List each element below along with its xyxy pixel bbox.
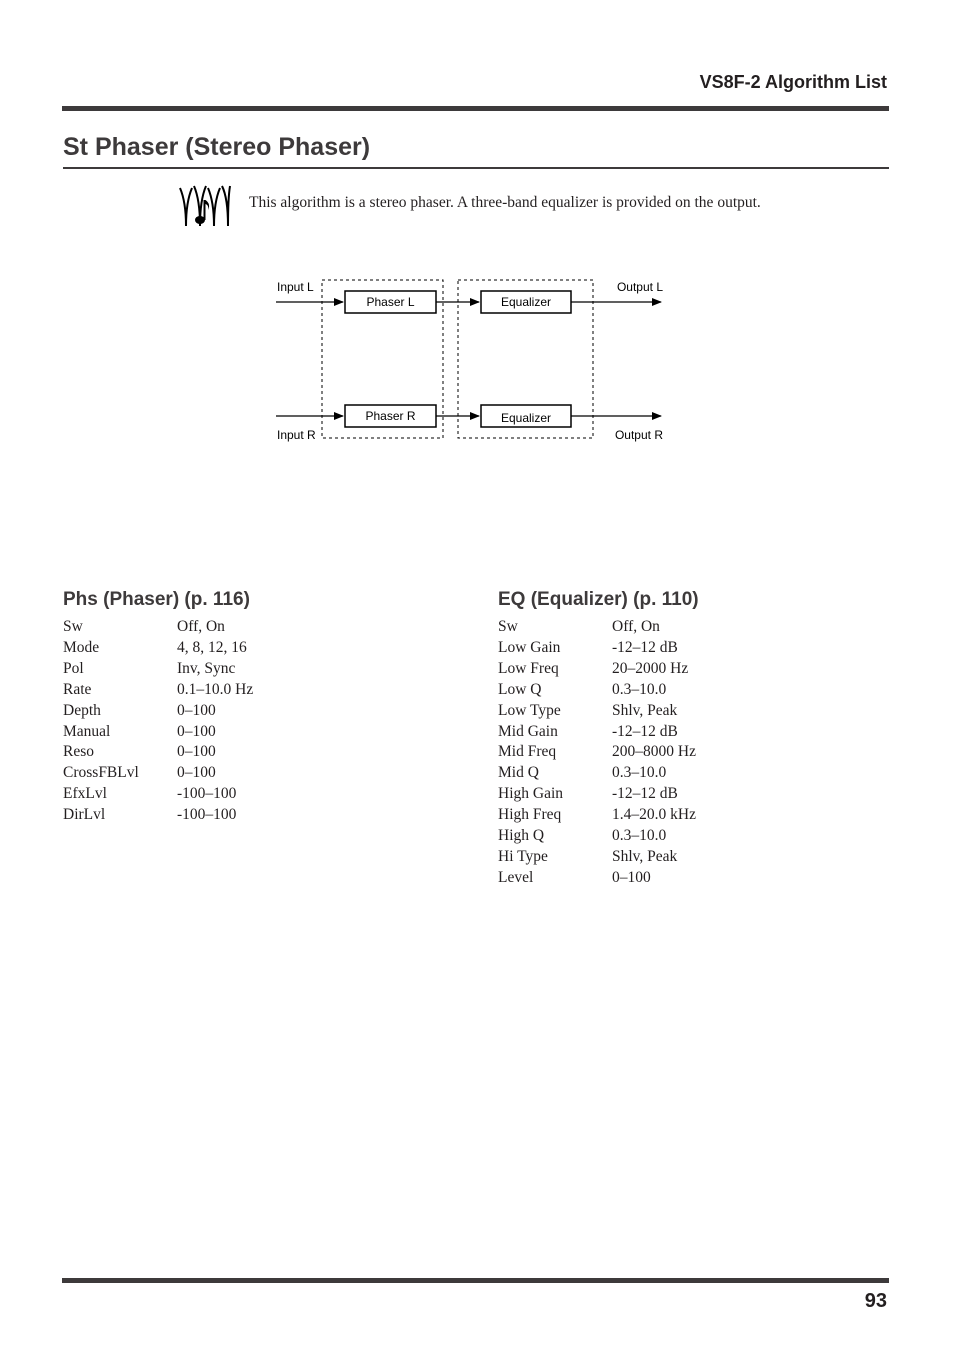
param-value: -12–12 dB [612,638,678,656]
param-value: Shlv, Peak [612,847,678,865]
param-row [63,722,253,743]
input-l-label: Input L [277,280,314,294]
param-name: DirLvl [63,806,106,824]
param-name: Mode [63,638,100,656]
param-row [63,805,253,826]
param-value: 4, 8, 12, 16 [177,638,247,656]
param-row [63,680,253,701]
param-value: 1.4–20.0 kHz [612,806,696,824]
page-number: 93 [864,1290,887,1312]
footer-rule [62,1278,889,1283]
param-row [498,763,696,784]
param-name: Low Q [498,680,542,698]
param-value: 0.3–10.0 [612,764,667,782]
equalizer-params-heading: EQ (Equalizer) (p. 110) [498,589,699,610]
param-name: Sw [498,618,518,635]
param-row [498,638,696,659]
param-name: Pol [63,659,84,677]
param-name: Rate [63,680,92,698]
output-l-label: Output L [616,280,663,294]
param-name: High Q [498,827,545,845]
intro-text: This algorithm is a stereo phaser. A three-band equalizer is provided on the output. [249,194,761,211]
param-name: Mid Gain [498,722,558,740]
param-value: -12–12 dB [612,785,678,803]
param-value: -100–100 [177,785,237,803]
param-value: 0–100 [612,868,651,886]
param-name: Sw [63,618,83,635]
param-row [498,826,696,847]
param-row [498,680,696,701]
param-name: Level [498,868,534,886]
header-rule [62,106,889,111]
param-name: Low Freq [498,659,559,677]
phaser-params-table [63,617,253,826]
phaser-params-heading: Phs (Phaser) (p. 116) [63,589,250,610]
param-row [498,784,696,805]
param-value: 0.3–10.0 [612,827,667,845]
title-rule [63,167,889,169]
param-value: 0–100 [177,764,216,782]
param-row [498,805,696,826]
phaser-icon [178,182,232,230]
param-row [63,784,253,805]
param-row [498,722,696,743]
phaser-l-label: Phaser L [366,295,415,309]
param-row [498,847,696,868]
phaser-r-label: Phaser R [365,409,416,423]
param-row [63,742,253,763]
equalizer-params-table [498,617,696,889]
section-title: St Phaser (Stereo Phaser) [63,133,371,161]
param-name: Reso [63,743,94,761]
param-value: 0–100 [177,701,216,719]
input-r-label: Input R [277,428,316,442]
param-value: 20–2000 Hz [612,659,689,677]
param-row [498,659,696,680]
param-value: 0.3–10.0 [612,680,667,698]
param-row [498,617,696,638]
param-value: 200–8000 Hz [612,743,696,761]
equalizer-bottom-label: Equalizer [500,411,552,425]
param-row [63,701,253,722]
param-name: Mid Q [498,764,539,782]
param-value: Off, On [612,618,660,635]
param-value: -100–100 [177,806,237,824]
param-name: High Gain [498,785,564,803]
param-row [63,617,253,638]
param-name: Low Gain [498,638,561,656]
param-name: CrossFBLvl [63,764,139,782]
param-row [63,638,253,659]
param-value: 0.1–10.0 Hz [177,680,254,698]
param-name: Manual [63,722,111,740]
param-name: Mid Freq [498,743,557,761]
param-name: EfxLvl [63,785,107,803]
signal-flow-diagram [270,270,680,450]
equalizer-top-label: Equalizer [500,295,552,309]
output-r-label: Output R [614,428,663,442]
param-name: High Freq [498,806,562,824]
param-value: Inv, Sync [177,659,236,677]
param-row [63,659,253,680]
param-value: -12–12 dB [612,722,678,740]
param-row [498,742,696,763]
param-row [498,868,696,889]
param-name: Depth [63,701,101,719]
param-value: 0–100 [177,743,216,761]
param-value: 0–100 [177,722,216,740]
param-row [63,763,253,784]
param-value: Shlv, Peak [612,701,678,719]
param-name: Hi Type [498,847,548,865]
param-value: Off, On [177,618,225,635]
param-name: Low Type [498,701,561,719]
running-header: VS8F-2 Algorithm List [699,72,887,92]
param-row [498,701,696,722]
